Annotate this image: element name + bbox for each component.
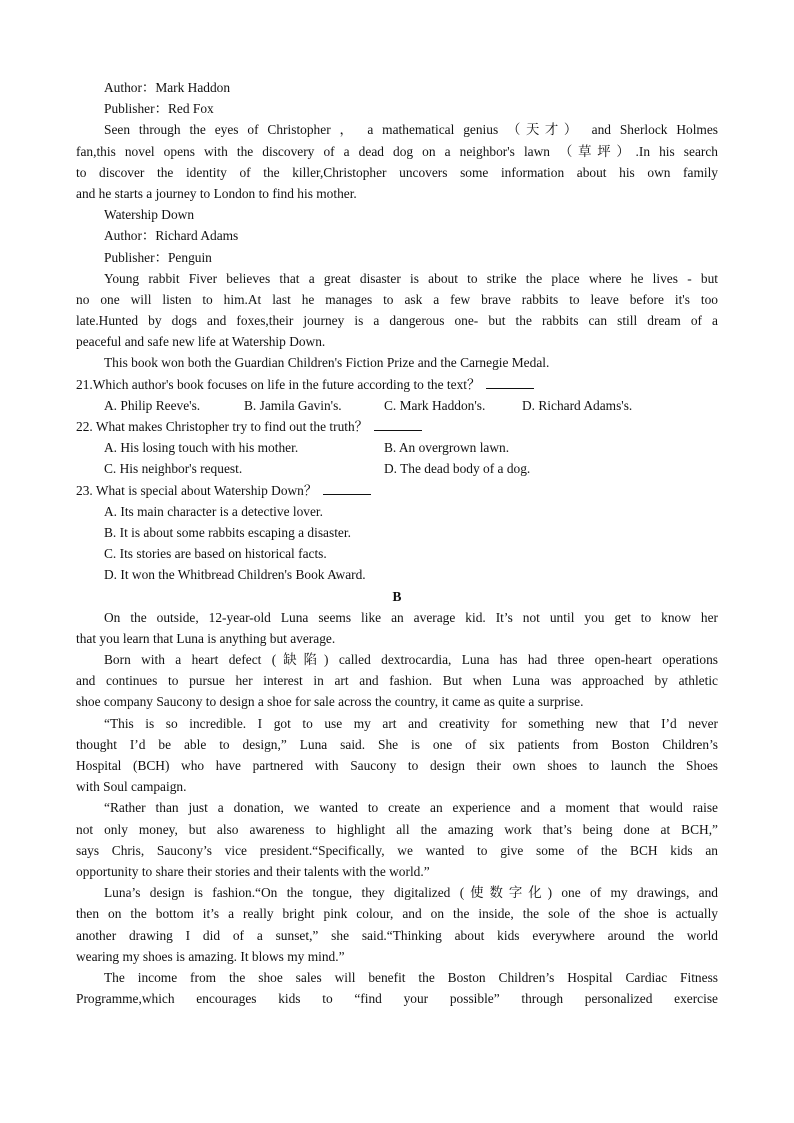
answer-blank	[323, 480, 371, 495]
text-line: wearing my shoes is amazing. It blows my mind.”	[76, 948, 345, 964]
option-d: D. The dead body of a dog.	[384, 461, 531, 477]
text-line: late.Hunted by dogs and foxes,their journey is a dangerous one- but the rabbits can still dream of a	[76, 313, 718, 329]
book-b-author: Author：Richard Adams	[104, 228, 239, 244]
answer-blank	[374, 416, 422, 431]
text-line: another drawing I did of a sunset,” she said.“Thinking about kids everywhere around the world	[76, 927, 718, 943]
question-23	[76, 480, 718, 501]
option-c: C. Its stories are based on historical facts.	[104, 546, 327, 562]
text-line: and continues to pursue her interest in art and fashion. But when Luna was approached by athletic	[76, 673, 718, 689]
question-21-options	[76, 395, 718, 416]
book-b-publisher: Publisher：Penguin	[104, 249, 212, 265]
option-b: B. An overgrown lawn.	[384, 440, 510, 456]
book-b-title: Watership Down	[104, 207, 195, 223]
option-a: A. His losing touch with his mother.	[104, 440, 299, 456]
option-c: C. His neighbor's request.	[104, 461, 243, 477]
text-line: not only money, but also awareness to highlight all the amazing work that’s being done at BCH,”	[76, 821, 718, 837]
text-line: that you learn that Luna is anything but average.	[76, 630, 336, 646]
paragraph-4	[76, 797, 718, 882]
text-line: The income from the shoe sales will benefit the Boston Children’s Hospital Cardiac Fitness	[104, 969, 718, 985]
question-stem: 21.Which author's book focuses on life in the future according to the text？	[76, 376, 481, 392]
paragraph-5	[76, 882, 718, 967]
text-line: no one will listen to him.At last he manages to ask a few brave rabbits to leave before it's too	[76, 291, 718, 307]
book-b-description	[76, 268, 718, 353]
text-line: to discover the identity of the killer,Christopher uncovers some information about his own family	[76, 164, 718, 180]
option-a: A. Philip Reeve's.	[104, 397, 201, 413]
paragraph-6	[76, 967, 718, 1009]
text-line: Luna’s design is fashion.“On the tongue, they digitalized (使数字化) one of my drawings, and	[104, 885, 718, 901]
text-line: fan,this novel opens with the discovery of a dead dog on a neighbor's lawn （草坪）.In his search	[76, 143, 718, 159]
text-line: “This is so incredible. I got to use my art and creativity for something new that I’d never	[104, 715, 718, 731]
text-line: Young rabbit Fiver believes that a great disaster is about to strike the place where he lives - but	[104, 270, 718, 286]
text-line: then on the bottom it’s a really bright pink colour, and on the inside, the sole of the shoe is actually	[76, 906, 718, 922]
question-22-options-row2	[76, 458, 718, 479]
option-b: B. Jamila Gavin's.	[244, 397, 342, 413]
question-22	[76, 416, 718, 437]
text-line: with Soul campaign.	[76, 779, 187, 795]
text-line: Programme,which encourages kids to “find your possible” through personalized exercise	[76, 991, 718, 1007]
text-line: shoe company Saucony to design a shoe for sale across the country, it came as quite a surprise.	[76, 694, 584, 710]
paragraph-1	[76, 607, 718, 649]
option-b: B. It is about some rabbits escaping a disaster.	[104, 524, 351, 540]
question-22-options-row1	[76, 437, 718, 458]
text-line: “Rather than just a donation, we wanted to create an experience and a moment that would raise	[104, 800, 718, 816]
option-d: D. Richard Adams's.	[522, 397, 633, 413]
document-content	[76, 77, 718, 1009]
book-a-description	[76, 119, 718, 204]
question-stem: 23. What is special about Watership Down？	[76, 482, 318, 498]
book-a-author: Author：Mark Haddon	[104, 80, 231, 95]
text-line: On the outside, 12-year-old Luna seems like an average kid. It’s not until you get to know her	[104, 609, 718, 625]
section-heading: B	[392, 588, 402, 604]
text-line: peaceful and safe new life at Watership Down.	[76, 334, 326, 350]
option-d: D. It won the Whitbread Children's Book Award.	[104, 567, 366, 583]
text-line: Born with a heart defect (缺陷) called dextrocardia, Luna has had three open-heart operations	[104, 652, 718, 668]
text-line: says Chris, Saucony’s vice president.“Specifically, we wanted to give some of the BCH kids an	[76, 842, 718, 858]
text-line: opportunity to share their stories and their talents with the world.”	[76, 863, 430, 879]
book-b-award: This book won both the Guardian Children's Fiction Prize and the Carnegie Medal.	[104, 355, 550, 371]
option-a: A. Its main character is a detective lover.	[104, 503, 323, 519]
text-line: thought I’d be able to design,” Luna said. She is one of six patients from Boston Children’s	[76, 736, 718, 752]
book-a-publisher: Publisher：Red Fox	[104, 101, 214, 117]
answer-blank	[486, 374, 534, 389]
question-stem: 22. What makes Christopher try to find out the truth？	[76, 419, 369, 434]
paragraph-3	[76, 713, 718, 798]
question-21	[76, 374, 718, 395]
text-line: Seen through the eyes of Christopher ， a mathematical genius （天才） and Sherlock Holmes	[104, 122, 718, 138]
option-c: C. Mark Haddon's.	[384, 397, 486, 413]
text-line: Hospital (BCH) who have partnered with Saucony to design their own shoes to launch the Shoes	[76, 758, 718, 773]
text-line: and he starts a journey to London to find his mother.	[76, 185, 357, 201]
paragraph-2	[76, 649, 718, 713]
